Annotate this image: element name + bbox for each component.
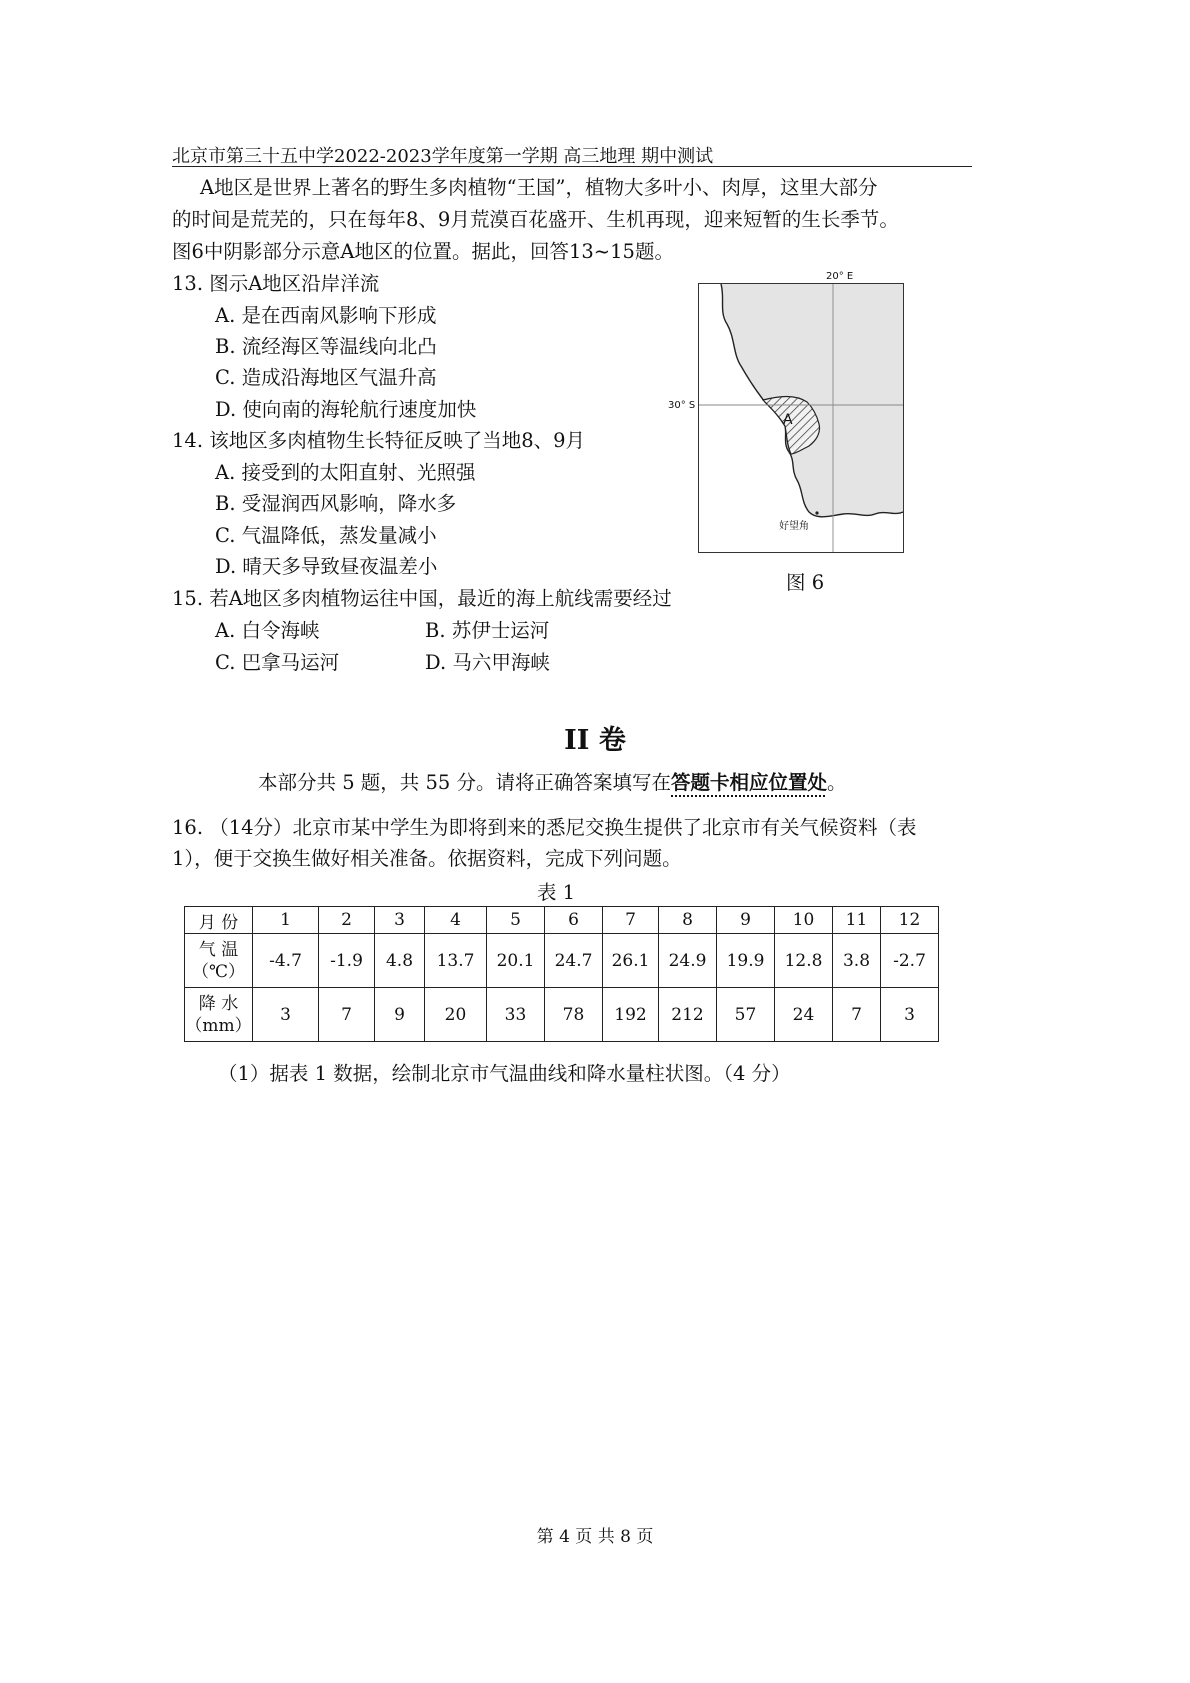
- temperature-cell: -2.7: [881, 934, 939, 988]
- intro-paragraph: [172, 172, 972, 268]
- precipitation-cell: 192: [603, 988, 659, 1042]
- precipitation-cell: 33: [487, 988, 545, 1042]
- month-cell: 2: [319, 907, 375, 934]
- temperature-cell: 20.1: [487, 934, 545, 988]
- intro-line: 的时间是荒芜的，只在每年8、9月荒漠百花盛开、生机再现，迎来短暂的生长季节。: [172, 208, 899, 231]
- temperature-cell: 13.7: [425, 934, 487, 988]
- temperature-header-label: 气 温: [198, 939, 239, 960]
- month-cell: 3: [375, 907, 425, 934]
- question-15-option-d: D. 马六甲海峡: [425, 651, 550, 674]
- temperature-header: [185, 934, 253, 988]
- precipitation-cell: 20: [425, 988, 487, 1042]
- temperature-cell: 24.9: [659, 934, 717, 988]
- question-13-option-d: D. 使向南的海轮航行速度加快: [215, 398, 477, 421]
- question-15-option-b: B. 苏伊士运河: [425, 619, 550, 642]
- sub-question-1: （1）据表 1 数据，绘制北京市气温曲线和降水量柱状图。（4 分）: [218, 1062, 791, 1085]
- precipitation-cell: 7: [319, 988, 375, 1042]
- header-rule: [172, 166, 972, 167]
- precipitation-header-unit: （mm）: [185, 1015, 252, 1036]
- month-cell: 11: [833, 907, 881, 934]
- month-header: 月 份: [185, 907, 253, 934]
- question-14-option-d: D. 晴天多导致昼夜温差小: [215, 555, 438, 578]
- temperature-cell: 19.9: [717, 934, 775, 988]
- precipitation-cell: 3: [881, 988, 939, 1042]
- precipitation-cell: 3: [253, 988, 319, 1042]
- question-14-option-b: B. 受湿润西风影响，降水多: [215, 492, 457, 515]
- temperature-cell: -4.7: [253, 934, 319, 988]
- precipitation-cell: 57: [717, 988, 775, 1042]
- month-cell: 5: [487, 907, 545, 934]
- section-note-end: 。: [827, 771, 847, 794]
- region-a-label: A: [783, 412, 793, 428]
- month-cell: 6: [545, 907, 603, 934]
- month-cell: 9: [717, 907, 775, 934]
- month-cell: 1: [253, 907, 319, 934]
- section-title: II 卷: [564, 725, 626, 756]
- question-16-line: 1），便于交换生做好相关准备。依据资料，完成下列问题。: [172, 847, 682, 870]
- page-header: 北京市第三十五中学2022-2023学年度第一学期 高三地理 期中测试: [172, 146, 714, 167]
- intro-line: 图6中阴影部分示意A地区的位置。据此，回答13~15题。: [172, 240, 674, 263]
- page-footer: 第 4 页 共 8 页: [536, 1527, 654, 1547]
- temperature-cell: 12.8: [775, 934, 833, 988]
- question-15-option-a: A. 白令海峡: [215, 619, 320, 642]
- question-14-option-a: A. 接受到的太阳直射、光照强: [215, 461, 476, 484]
- question-13-option-c: C. 造成沿海地区气温升高: [215, 366, 437, 389]
- temperature-header-unit: （℃）: [191, 961, 246, 982]
- latitude-label: 30° S: [668, 400, 696, 411]
- table-row-precipitation: [185, 988, 939, 1042]
- question-13-option-b: B. 流经海区等温线向北凸: [215, 335, 437, 358]
- temperature-cell: 24.7: [545, 934, 603, 988]
- question-13-stem: 13. 图示A地区沿岸洋流: [172, 272, 380, 295]
- question-14-option-c: C. 气温降低，蒸发量减小: [215, 524, 437, 547]
- intro-line: A地区是世界上著名的野生多肉植物“王国”，植物大多叶小、肉厚，这里大部分: [200, 176, 878, 199]
- month-cell: 7: [603, 907, 659, 934]
- temperature-cell: 3.8: [833, 934, 881, 988]
- figure-caption: 图 6: [786, 571, 825, 594]
- figure-6-map: [698, 283, 904, 553]
- table-row-temperature: [185, 934, 939, 988]
- question-14-stem: 14. 该地区多肉植物生长特征反映了当地8、9月: [172, 429, 586, 452]
- longitude-label: 20° E: [826, 271, 854, 282]
- precipitation-header: [185, 988, 253, 1042]
- precipitation-cell: 7: [833, 988, 881, 1042]
- section-note-text: 本部分共 5 题，共 55 分。请将正确答案填写在: [258, 771, 672, 794]
- month-cell: 10: [775, 907, 833, 934]
- section-note: [258, 767, 847, 795]
- table-title: 表 1: [536, 881, 576, 904]
- table-row-months: [185, 907, 939, 934]
- month-cell: 4: [425, 907, 487, 934]
- cape-label: 好望角: [779, 521, 809, 532]
- temperature-cell: 26.1: [603, 934, 659, 988]
- precipitation-cell: 24: [775, 988, 833, 1042]
- month-cell: 12: [881, 907, 939, 934]
- precipitation-cell: 9: [375, 988, 425, 1042]
- section-note-emphasis: 答题卡相应位置处: [671, 771, 828, 794]
- month-cell: 8: [659, 907, 717, 934]
- precipitation-cell: 78: [545, 988, 603, 1042]
- question-16-line: 16. （14分）北京市某中学生为即将到来的悉尼交换生提供了北京市有关气候资料（表: [172, 816, 917, 839]
- climate-table: [184, 906, 939, 1042]
- precipitation-cell: 212: [659, 988, 717, 1042]
- question-15-option-c: C. 巴拿马运河: [215, 651, 340, 674]
- precipitation-header-label: 降 水: [198, 993, 239, 1014]
- question-15-stem: 15. 若A地区多肉植物运往中国，最近的海上航线需要经过: [172, 587, 672, 610]
- map-svg: [699, 284, 903, 552]
- question-13-option-a: A. 是在西南风影响下形成: [215, 304, 437, 327]
- temperature-cell: -1.9: [319, 934, 375, 988]
- temperature-cell: 4.8: [375, 934, 425, 988]
- cape-marker: [815, 511, 818, 514]
